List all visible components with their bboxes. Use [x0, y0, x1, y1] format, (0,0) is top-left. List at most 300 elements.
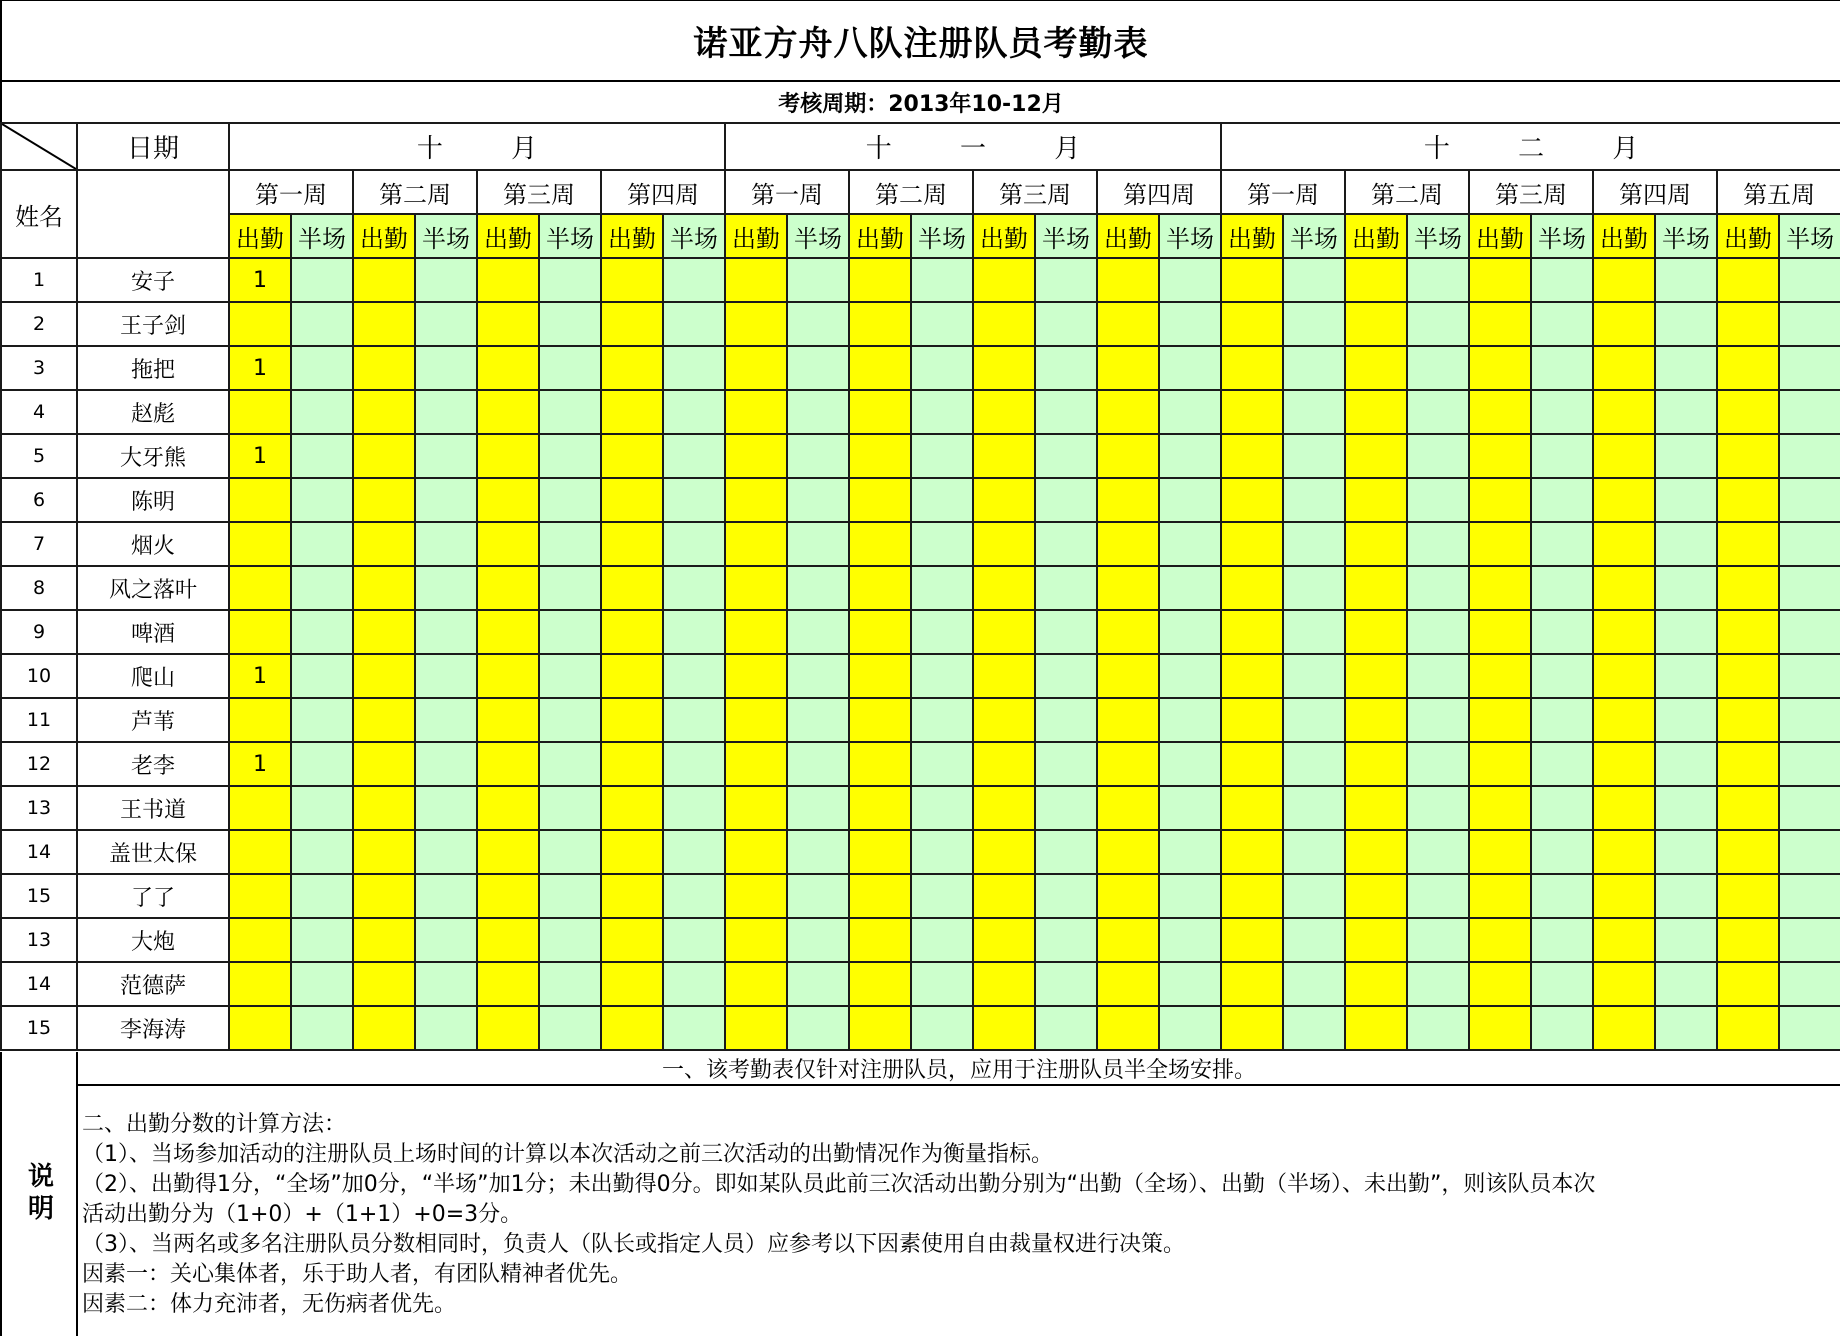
half-cell[interactable] [1655, 390, 1717, 434]
attend-cell[interactable] [973, 478, 1035, 522]
half-cell[interactable] [1283, 434, 1345, 478]
attend-cell[interactable] [1221, 478, 1283, 522]
half-cell[interactable] [1407, 346, 1469, 390]
half-cell[interactable] [291, 786, 353, 830]
half-cell[interactable] [911, 786, 973, 830]
attend-cell[interactable] [725, 698, 787, 742]
attend-cell[interactable] [229, 522, 291, 566]
half-cell[interactable] [911, 830, 973, 874]
attend-cell[interactable] [973, 610, 1035, 654]
half-cell[interactable] [1283, 962, 1345, 1006]
attend-cell[interactable] [1221, 1006, 1283, 1050]
attend-cell[interactable] [725, 874, 787, 918]
attend-cell[interactable] [1097, 346, 1159, 390]
attend-cell[interactable] [353, 698, 415, 742]
attend-cell[interactable] [1345, 830, 1407, 874]
half-cell[interactable] [539, 962, 601, 1006]
half-cell[interactable] [663, 390, 725, 434]
half-cell[interactable] [1531, 874, 1593, 918]
half-cell[interactable] [1655, 874, 1717, 918]
attend-cell[interactable] [849, 258, 911, 302]
attend-cell[interactable] [477, 258, 539, 302]
half-cell[interactable] [787, 566, 849, 610]
attend-cell[interactable] [1593, 830, 1655, 874]
attend-cell[interactable] [353, 566, 415, 610]
half-cell[interactable] [1035, 918, 1097, 962]
half-cell[interactable] [1407, 918, 1469, 962]
half-cell[interactable] [539, 830, 601, 874]
attend-cell[interactable] [1717, 918, 1779, 962]
half-cell[interactable] [1283, 478, 1345, 522]
attend-cell[interactable] [973, 566, 1035, 610]
attend-cell[interactable] [1717, 390, 1779, 434]
attend-cell[interactable] [477, 830, 539, 874]
half-cell[interactable] [787, 258, 849, 302]
half-cell[interactable] [539, 742, 601, 786]
half-cell[interactable] [1035, 390, 1097, 434]
attend-cell[interactable] [1469, 918, 1531, 962]
attend-cell[interactable] [1593, 522, 1655, 566]
half-cell[interactable] [1655, 434, 1717, 478]
half-cell[interactable] [911, 434, 973, 478]
half-cell[interactable] [911, 478, 973, 522]
half-cell[interactable] [911, 302, 973, 346]
half-cell[interactable] [1655, 786, 1717, 830]
half-cell[interactable] [1159, 786, 1221, 830]
half-cell[interactable] [911, 874, 973, 918]
half-cell[interactable] [415, 522, 477, 566]
half-cell[interactable] [1407, 962, 1469, 1006]
half-cell[interactable] [1407, 830, 1469, 874]
half-cell[interactable] [291, 302, 353, 346]
half-cell[interactable] [787, 830, 849, 874]
attend-cell[interactable] [1221, 566, 1283, 610]
attend-cell[interactable] [973, 258, 1035, 302]
half-cell[interactable] [1531, 390, 1593, 434]
half-cell[interactable] [539, 698, 601, 742]
half-cell[interactable] [539, 654, 601, 698]
half-cell[interactable] [1283, 346, 1345, 390]
half-cell[interactable] [787, 874, 849, 918]
half-cell[interactable] [1159, 258, 1221, 302]
attend-cell[interactable] [1097, 742, 1159, 786]
attend-cell[interactable] [849, 654, 911, 698]
half-cell[interactable] [787, 610, 849, 654]
attend-cell[interactable] [1221, 830, 1283, 874]
half-cell[interactable] [663, 478, 725, 522]
attend-cell[interactable] [849, 874, 911, 918]
half-cell[interactable] [1655, 1006, 1717, 1050]
attend-cell[interactable] [1221, 786, 1283, 830]
half-cell[interactable] [1531, 1006, 1593, 1050]
attend-cell[interactable] [229, 874, 291, 918]
attend-cell[interactable] [353, 522, 415, 566]
attend-cell[interactable] [1097, 390, 1159, 434]
half-cell[interactable] [1283, 522, 1345, 566]
attend-cell[interactable] [973, 522, 1035, 566]
half-cell[interactable] [1531, 654, 1593, 698]
attend-cell[interactable] [353, 346, 415, 390]
attend-cell[interactable] [477, 302, 539, 346]
half-cell[interactable] [1159, 346, 1221, 390]
half-cell[interactable] [1159, 478, 1221, 522]
half-cell[interactable] [1779, 1006, 1840, 1050]
attend-cell[interactable] [477, 390, 539, 434]
half-cell[interactable] [539, 786, 601, 830]
attend-cell[interactable] [1345, 478, 1407, 522]
attend-cell[interactable] [1717, 1006, 1779, 1050]
attend-cell[interactable] [849, 522, 911, 566]
attend-cell[interactable] [1345, 302, 1407, 346]
half-cell[interactable] [1655, 830, 1717, 874]
attend-cell[interactable] [1469, 654, 1531, 698]
half-cell[interactable] [911, 918, 973, 962]
half-cell[interactable] [663, 786, 725, 830]
attend-cell[interactable] [849, 1006, 911, 1050]
half-cell[interactable] [1531, 522, 1593, 566]
half-cell[interactable] [663, 1006, 725, 1050]
half-cell[interactable] [1779, 478, 1840, 522]
half-cell[interactable] [1283, 742, 1345, 786]
half-cell[interactable] [1655, 742, 1717, 786]
half-cell[interactable] [1407, 786, 1469, 830]
attend-cell[interactable] [353, 434, 415, 478]
half-cell[interactable] [415, 918, 477, 962]
half-cell[interactable] [1407, 302, 1469, 346]
half-cell[interactable] [539, 258, 601, 302]
half-cell[interactable] [1407, 742, 1469, 786]
attend-cell[interactable] [973, 1006, 1035, 1050]
half-cell[interactable] [663, 698, 725, 742]
attend-cell[interactable] [1593, 654, 1655, 698]
half-cell[interactable] [787, 786, 849, 830]
attend-cell[interactable] [1469, 1006, 1531, 1050]
half-cell[interactable] [415, 830, 477, 874]
half-cell[interactable] [415, 698, 477, 742]
attend-cell[interactable] [1593, 302, 1655, 346]
half-cell[interactable] [1283, 390, 1345, 434]
attend-cell[interactable] [725, 610, 787, 654]
attend-cell[interactable] [1221, 742, 1283, 786]
attend-cell[interactable] [601, 434, 663, 478]
attend-cell[interactable] [725, 654, 787, 698]
attend-cell[interactable] [601, 742, 663, 786]
half-cell[interactable] [911, 346, 973, 390]
half-cell[interactable] [1655, 258, 1717, 302]
half-cell[interactable] [1779, 390, 1840, 434]
half-cell[interactable] [787, 346, 849, 390]
half-cell[interactable] [1655, 346, 1717, 390]
half-cell[interactable] [1283, 786, 1345, 830]
attend-cell[interactable] [477, 698, 539, 742]
half-cell[interactable] [291, 830, 353, 874]
half-cell[interactable] [291, 874, 353, 918]
half-cell[interactable] [415, 874, 477, 918]
half-cell[interactable] [1655, 962, 1717, 1006]
attend-cell[interactable] [973, 918, 1035, 962]
half-cell[interactable] [663, 962, 725, 1006]
attend-cell[interactable] [601, 610, 663, 654]
half-cell[interactable] [911, 742, 973, 786]
half-cell[interactable] [787, 390, 849, 434]
half-cell[interactable] [1159, 610, 1221, 654]
attend-cell[interactable] [601, 698, 663, 742]
attend-cell[interactable] [1593, 786, 1655, 830]
half-cell[interactable] [1779, 258, 1840, 302]
half-cell[interactable] [663, 302, 725, 346]
attend-cell[interactable] [1469, 566, 1531, 610]
half-cell[interactable] [1779, 698, 1840, 742]
attend-cell[interactable] [849, 962, 911, 1006]
half-cell[interactable] [1159, 918, 1221, 962]
half-cell[interactable] [1035, 434, 1097, 478]
half-cell[interactable] [787, 962, 849, 1006]
half-cell[interactable] [663, 654, 725, 698]
attend-cell[interactable] [973, 874, 1035, 918]
attend-cell[interactable] [1469, 478, 1531, 522]
half-cell[interactable] [1035, 698, 1097, 742]
attend-cell[interactable] [1097, 830, 1159, 874]
attend-cell[interactable] [353, 786, 415, 830]
half-cell[interactable] [1531, 566, 1593, 610]
attend-cell[interactable] [1221, 654, 1283, 698]
half-cell[interactable] [787, 918, 849, 962]
attend-cell[interactable] [1097, 522, 1159, 566]
attend-cell[interactable] [229, 918, 291, 962]
half-cell[interactable] [1035, 742, 1097, 786]
half-cell[interactable] [1159, 1006, 1221, 1050]
half-cell[interactable] [415, 302, 477, 346]
attend-cell[interactable] [1469, 390, 1531, 434]
attend-cell[interactable] [973, 962, 1035, 1006]
attend-cell[interactable] [1345, 522, 1407, 566]
attend-cell[interactable] [1097, 786, 1159, 830]
attend-cell[interactable] [1097, 258, 1159, 302]
attend-cell[interactable] [725, 962, 787, 1006]
attend-cell[interactable] [1593, 698, 1655, 742]
half-cell[interactable] [911, 390, 973, 434]
attend-cell[interactable] [1345, 434, 1407, 478]
half-cell[interactable] [787, 1006, 849, 1050]
attend-cell[interactable] [1221, 390, 1283, 434]
attend-cell[interactable] [353, 1006, 415, 1050]
half-cell[interactable] [1283, 610, 1345, 654]
attend-cell[interactable] [601, 830, 663, 874]
attend-cell[interactable] [477, 478, 539, 522]
attend-cell[interactable] [1593, 1006, 1655, 1050]
half-cell[interactable] [787, 478, 849, 522]
attend-cell[interactable] [1717, 830, 1779, 874]
half-cell[interactable] [663, 566, 725, 610]
half-cell[interactable] [1159, 522, 1221, 566]
half-cell[interactable] [911, 962, 973, 1006]
half-cell[interactable] [291, 434, 353, 478]
half-cell[interactable] [1655, 918, 1717, 962]
attend-cell[interactable] [1221, 346, 1283, 390]
half-cell[interactable] [1283, 302, 1345, 346]
attend-cell[interactable] [229, 1006, 291, 1050]
attend-cell[interactable] [353, 654, 415, 698]
half-cell[interactable] [1531, 478, 1593, 522]
attend-cell[interactable] [1345, 874, 1407, 918]
attend-cell[interactable] [353, 258, 415, 302]
half-cell[interactable] [1407, 258, 1469, 302]
attend-cell[interactable] [1097, 478, 1159, 522]
half-cell[interactable] [911, 258, 973, 302]
attend-cell[interactable] [1345, 610, 1407, 654]
attend-cell[interactable] [353, 918, 415, 962]
attend-cell[interactable] [229, 478, 291, 522]
attend-cell[interactable] [1345, 962, 1407, 1006]
half-cell[interactable] [663, 918, 725, 962]
attend-cell[interactable] [229, 830, 291, 874]
attend-cell[interactable] [849, 390, 911, 434]
attend-cell[interactable] [1469, 522, 1531, 566]
attend-cell[interactable] [477, 566, 539, 610]
half-cell[interactable] [539, 918, 601, 962]
half-cell[interactable] [1159, 830, 1221, 874]
attend-cell[interactable] [1593, 962, 1655, 1006]
attend-cell[interactable] [1717, 654, 1779, 698]
attend-cell[interactable] [973, 698, 1035, 742]
attend-cell[interactable] [1593, 874, 1655, 918]
attend-cell[interactable]: 1 [229, 742, 291, 786]
half-cell[interactable] [1035, 874, 1097, 918]
half-cell[interactable] [1531, 610, 1593, 654]
attend-cell[interactable] [353, 742, 415, 786]
half-cell[interactable] [1035, 346, 1097, 390]
half-cell[interactable] [415, 258, 477, 302]
half-cell[interactable] [1779, 742, 1840, 786]
attend-cell[interactable]: 1 [229, 654, 291, 698]
attend-cell[interactable] [725, 258, 787, 302]
attend-cell[interactable] [1717, 742, 1779, 786]
attend-cell[interactable] [1097, 698, 1159, 742]
attend-cell[interactable] [601, 302, 663, 346]
attend-cell[interactable] [1345, 698, 1407, 742]
attend-cell[interactable] [477, 610, 539, 654]
half-cell[interactable] [1531, 830, 1593, 874]
attend-cell[interactable] [1469, 962, 1531, 1006]
half-cell[interactable] [291, 610, 353, 654]
half-cell[interactable] [1159, 742, 1221, 786]
attend-cell[interactable] [601, 654, 663, 698]
attend-cell[interactable] [725, 786, 787, 830]
half-cell[interactable] [539, 346, 601, 390]
attend-cell[interactable] [601, 962, 663, 1006]
attend-cell[interactable] [973, 742, 1035, 786]
attend-cell[interactable] [849, 434, 911, 478]
half-cell[interactable] [415, 786, 477, 830]
attend-cell[interactable] [1469, 258, 1531, 302]
half-cell[interactable] [1283, 874, 1345, 918]
half-cell[interactable] [1655, 302, 1717, 346]
attend-cell[interactable] [601, 1006, 663, 1050]
attend-cell[interactable] [1345, 742, 1407, 786]
attend-cell[interactable] [1469, 698, 1531, 742]
attend-cell[interactable] [229, 610, 291, 654]
half-cell[interactable] [1655, 522, 1717, 566]
attend-cell[interactable] [229, 962, 291, 1006]
half-cell[interactable] [663, 742, 725, 786]
half-cell[interactable] [1779, 962, 1840, 1006]
half-cell[interactable] [415, 610, 477, 654]
half-cell[interactable] [1035, 522, 1097, 566]
attend-cell[interactable] [1469, 610, 1531, 654]
half-cell[interactable] [415, 478, 477, 522]
half-cell[interactable] [1531, 346, 1593, 390]
half-cell[interactable] [1655, 566, 1717, 610]
attend-cell[interactable] [973, 434, 1035, 478]
half-cell[interactable] [1779, 874, 1840, 918]
attend-cell[interactable] [725, 302, 787, 346]
attend-cell[interactable] [973, 302, 1035, 346]
half-cell[interactable] [1407, 1006, 1469, 1050]
attend-cell[interactable] [601, 918, 663, 962]
half-cell[interactable] [1159, 434, 1221, 478]
attend-cell[interactable] [973, 390, 1035, 434]
attend-cell[interactable] [353, 610, 415, 654]
attend-cell[interactable] [477, 346, 539, 390]
half-cell[interactable] [1655, 610, 1717, 654]
half-cell[interactable] [1035, 302, 1097, 346]
half-cell[interactable] [1531, 918, 1593, 962]
attend-cell[interactable] [1097, 874, 1159, 918]
half-cell[interactable] [1779, 786, 1840, 830]
attend-cell[interactable] [1221, 698, 1283, 742]
attend-cell[interactable] [477, 654, 539, 698]
attend-cell[interactable] [601, 874, 663, 918]
attend-cell[interactable] [725, 830, 787, 874]
attend-cell[interactable] [1345, 654, 1407, 698]
half-cell[interactable] [415, 566, 477, 610]
half-cell[interactable] [291, 654, 353, 698]
attend-cell[interactable] [1469, 742, 1531, 786]
half-cell[interactable] [663, 610, 725, 654]
attend-cell[interactable] [1221, 962, 1283, 1006]
half-cell[interactable] [291, 1006, 353, 1050]
half-cell[interactable] [539, 390, 601, 434]
half-cell[interactable] [911, 522, 973, 566]
half-cell[interactable] [1407, 610, 1469, 654]
half-cell[interactable] [1407, 566, 1469, 610]
half-cell[interactable] [1283, 918, 1345, 962]
half-cell[interactable] [291, 698, 353, 742]
half-cell[interactable] [539, 302, 601, 346]
attend-cell[interactable] [353, 962, 415, 1006]
half-cell[interactable] [911, 654, 973, 698]
half-cell[interactable] [1655, 698, 1717, 742]
half-cell[interactable] [663, 874, 725, 918]
half-cell[interactable] [1283, 654, 1345, 698]
attend-cell[interactable] [1717, 434, 1779, 478]
half-cell[interactable] [539, 610, 601, 654]
attend-cell[interactable] [1097, 918, 1159, 962]
half-cell[interactable] [911, 698, 973, 742]
half-cell[interactable] [291, 742, 353, 786]
half-cell[interactable] [1159, 390, 1221, 434]
half-cell[interactable] [1159, 654, 1221, 698]
attend-cell[interactable] [1221, 434, 1283, 478]
half-cell[interactable] [1035, 566, 1097, 610]
half-cell[interactable] [1407, 390, 1469, 434]
attend-cell[interactable] [1221, 610, 1283, 654]
half-cell[interactable] [1407, 522, 1469, 566]
half-cell[interactable] [1035, 258, 1097, 302]
half-cell[interactable] [1035, 610, 1097, 654]
half-cell[interactable] [291, 478, 353, 522]
half-cell[interactable] [415, 654, 477, 698]
